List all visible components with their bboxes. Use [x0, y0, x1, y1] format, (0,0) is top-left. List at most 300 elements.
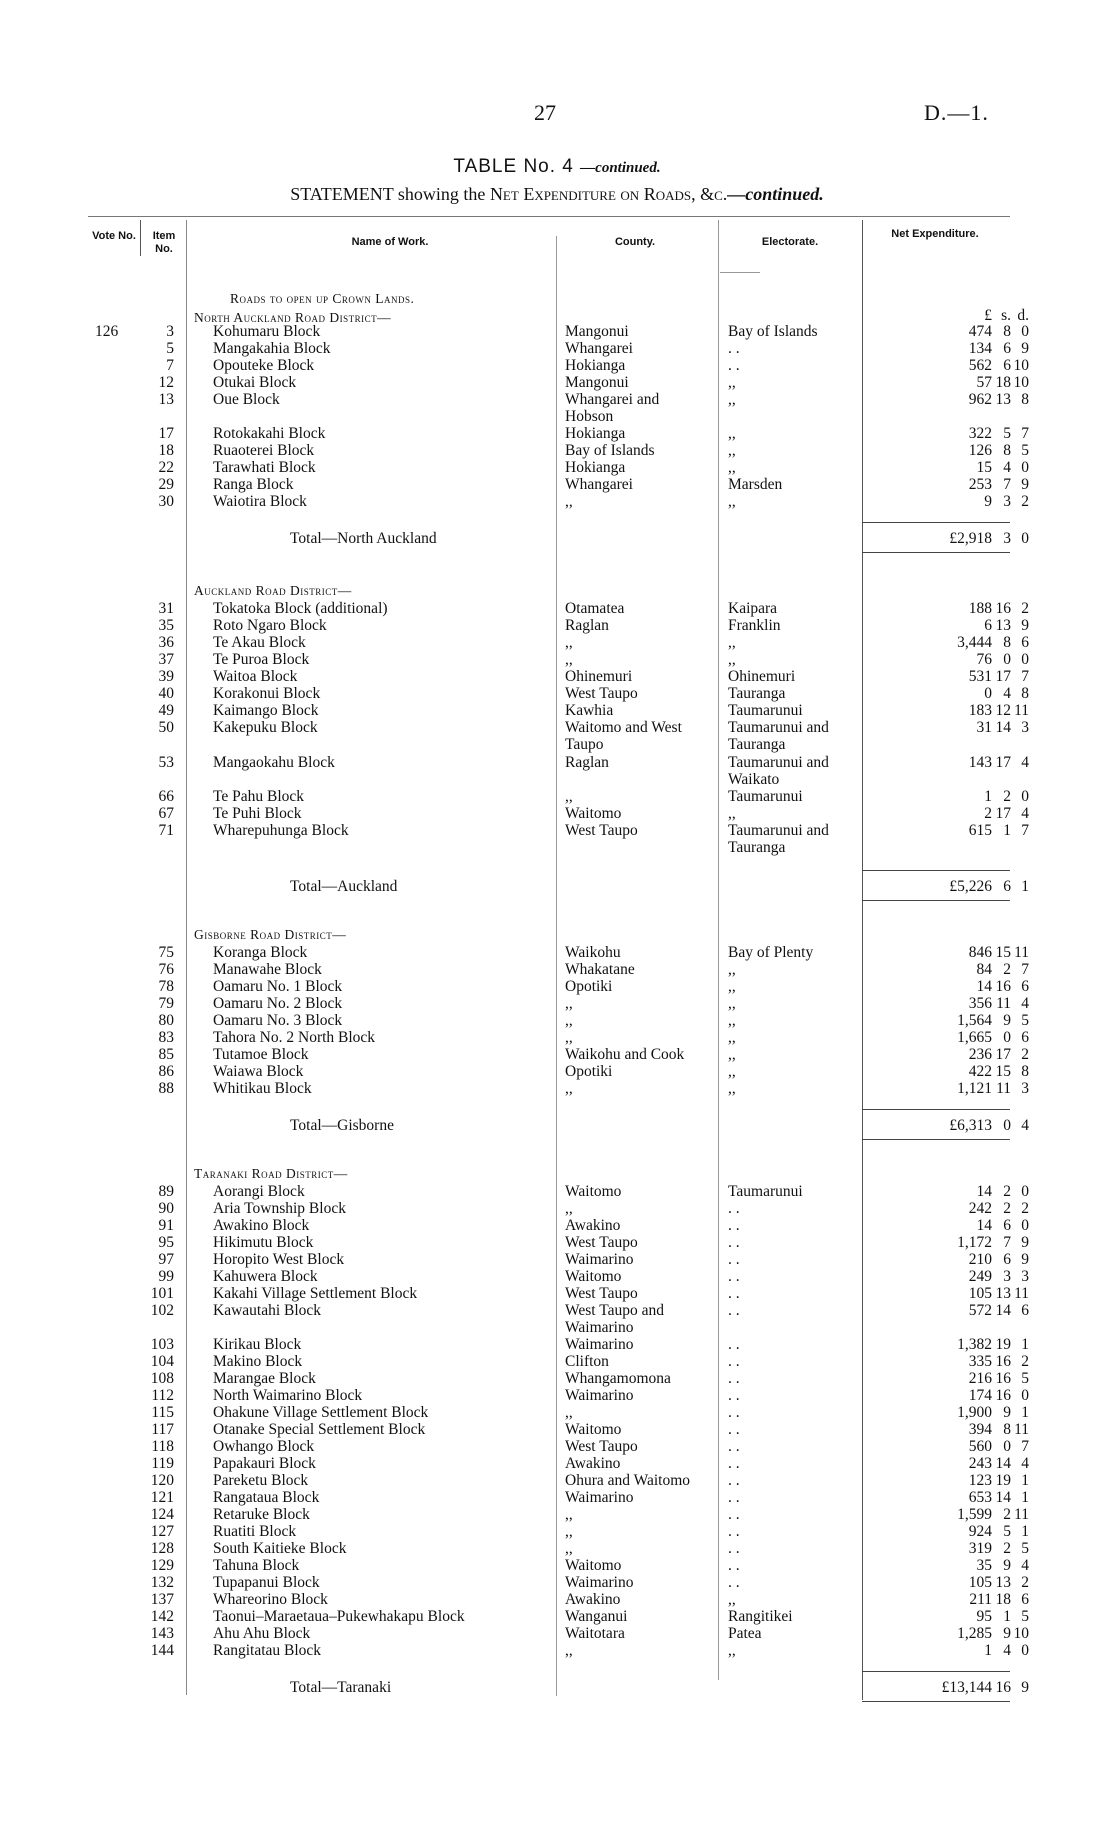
item-number: 67 — [158, 805, 174, 822]
amount-shillings: 1 — [1003, 822, 1011, 839]
total-rule — [862, 522, 1010, 523]
county: West Taupo — [565, 1234, 638, 1251]
item-number: 76 — [158, 961, 174, 978]
amount-pence: 6 — [1021, 634, 1029, 651]
amount-pounds: 1,900 — [957, 1404, 992, 1421]
work-name: Kakahi Village Settlement Block — [213, 1285, 418, 1302]
electorate-continuation: Waikato — [728, 771, 780, 788]
electorate: ,, — [728, 1642, 736, 1659]
amount-shillings: 9 — [1003, 1625, 1011, 1642]
total-rule-bottom — [862, 552, 1010, 553]
total-pence: 4 — [1021, 1117, 1029, 1134]
amount-shillings: 8 — [1003, 323, 1011, 340]
electorate: Taumarunui and — [728, 822, 829, 839]
item-number: 78 — [158, 978, 174, 995]
table-row — [0, 323, 1114, 340]
amount-pence: 0 — [1021, 788, 1029, 805]
total-rule — [862, 1671, 1010, 1672]
county: Opotiki — [565, 1063, 613, 1080]
amount-pence: 7 — [1021, 668, 1029, 685]
amount-pence: 10 — [1013, 374, 1029, 391]
work-name: Aorangi Block — [213, 1183, 305, 1200]
table-row — [0, 1625, 1114, 1642]
work-name: Kakepuku Block — [213, 719, 318, 736]
header-short-rule — [720, 272, 760, 273]
electorate: ,, — [728, 391, 736, 408]
electorate: Taumarunui — [728, 788, 803, 805]
work-name: Ruaoterei Block — [213, 442, 315, 459]
county: Whangarei — [565, 340, 633, 357]
table-row-continuation — [0, 736, 1114, 753]
table-row — [0, 668, 1114, 685]
amount-shillings: 16 — [995, 1370, 1011, 1387]
amount-pence: 8 — [1021, 685, 1029, 702]
table-row — [0, 1251, 1114, 1268]
table-row — [0, 1200, 1114, 1217]
amount-pence: 0 — [1021, 1217, 1029, 1234]
amount-pence: 0 — [1021, 459, 1029, 476]
electorate: . . — [728, 1387, 740, 1404]
item-number: 101 — [150, 1285, 174, 1302]
item-number: 50 — [158, 719, 174, 736]
work-name: Waitoa Block — [213, 668, 298, 685]
table-row — [0, 805, 1114, 822]
work-name: Ohakune Village Settlement Block — [213, 1404, 429, 1421]
amount-pence: 9 — [1021, 617, 1029, 634]
item-number: 7 — [166, 357, 174, 374]
electorate: ,, — [728, 1012, 736, 1029]
amount-pounds: 253 — [968, 476, 992, 493]
work-name: Rotokakahi Block — [213, 425, 326, 442]
county: ,, — [565, 788, 573, 805]
amount-pounds: 1,172 — [957, 1234, 992, 1251]
section-total-row — [0, 1679, 1114, 1696]
amount-pence: 11 — [1014, 1506, 1029, 1523]
item-number: 90 — [158, 1200, 174, 1217]
county: Whangarei and — [565, 391, 660, 408]
amount-pence: 0 — [1021, 1183, 1029, 1200]
amount-shillings: 19 — [995, 1472, 1011, 1489]
work-name: Otanake Special Settlement Block — [213, 1421, 426, 1438]
amount-pounds: 126 — [968, 442, 992, 459]
total-rule-bottom — [862, 1139, 1010, 1140]
amount-shillings: 2 — [1003, 1200, 1011, 1217]
electorate: ,, — [728, 1591, 736, 1608]
amount-pounds: 1,285 — [957, 1625, 992, 1642]
electorate: . . — [728, 1574, 740, 1591]
county: ,, — [565, 1404, 573, 1421]
work-name: Korakonui Block — [213, 685, 321, 702]
amount-shillings: 12 — [995, 702, 1011, 719]
amount-pence: 6 — [1021, 1591, 1029, 1608]
electorate: . . — [728, 1336, 740, 1353]
work-name: Kahuwera Block — [213, 1268, 318, 1285]
amount-pence: 5 — [1021, 1608, 1029, 1625]
county: ,, — [565, 493, 573, 510]
table-row — [0, 719, 1114, 736]
item-number: 143 — [150, 1625, 174, 1642]
electorate: Taumarunui — [728, 702, 803, 719]
work-name: Te Akau Block — [213, 634, 306, 651]
county: ,, — [565, 1642, 573, 1659]
county: Hokianga — [565, 425, 626, 442]
table-row — [0, 340, 1114, 357]
work-name: Whareorino Block — [213, 1591, 328, 1608]
road-district-heading: Gisborne Road District— — [194, 927, 347, 942]
county: Raglan — [565, 754, 609, 771]
work-name: Makino Block — [213, 1353, 303, 1370]
total-shillings: 0 — [1003, 1117, 1011, 1134]
amount-pounds: 84 — [976, 961, 992, 978]
item-number: 39 — [158, 668, 174, 685]
table-row — [0, 1063, 1114, 1080]
electorate: Bay of Plenty — [728, 944, 814, 961]
amount-pounds: 242 — [968, 1200, 992, 1217]
work-name: Tarawhati Block — [213, 459, 316, 476]
electorate: ,, — [728, 995, 736, 1012]
county: Hokianga — [565, 459, 626, 476]
amount-shillings: 17 — [995, 805, 1011, 822]
electorate: Taumarunui — [728, 1183, 803, 1200]
amount-pounds: 531 — [968, 668, 992, 685]
amount-shillings: 17 — [995, 668, 1011, 685]
amount-pounds: 653 — [968, 1489, 992, 1506]
table-row — [0, 961, 1114, 978]
table-row — [0, 476, 1114, 493]
amount-shillings: 16 — [995, 1353, 1011, 1370]
item-number: 30 — [158, 493, 174, 510]
county: Hokianga — [565, 357, 626, 374]
electorate: ,, — [728, 1080, 736, 1097]
amount-pounds: 1,599 — [957, 1506, 992, 1523]
amount-pounds: 14 — [976, 978, 992, 995]
table-row — [0, 1353, 1114, 1370]
amount-shillings: 0 — [1003, 1438, 1011, 1455]
amount-pence: 3 — [1021, 719, 1029, 736]
table-row — [0, 1370, 1114, 1387]
table-row — [0, 788, 1114, 805]
county: Waimarino — [565, 1489, 634, 1506]
document-reference: D.—1. — [924, 100, 989, 125]
amount-shillings: 6 — [1003, 1251, 1011, 1268]
item-number: 88 — [158, 1080, 174, 1097]
item-number: 91 — [158, 1217, 174, 1234]
amount-pounds: 183 — [968, 702, 992, 719]
work-name: South Kaitieke Block — [213, 1540, 347, 1557]
item-number: 18 — [158, 442, 174, 459]
header-name: Name of Work. — [351, 236, 429, 248]
amount-shillings: 6 — [1003, 1217, 1011, 1234]
work-name: Tahora No. 2 North Block — [213, 1029, 376, 1046]
electorate: . . — [728, 1506, 740, 1523]
amount-shillings: 13 — [995, 617, 1011, 634]
amount-shillings: 4 — [1003, 685, 1011, 702]
amount-pounds: 1 — [984, 1642, 992, 1659]
amount-pence: 11 — [1014, 702, 1029, 719]
amount-pence: 6 — [1021, 1029, 1029, 1046]
item-number: 144 — [150, 1642, 174, 1659]
amount-pounds: 1,564 — [957, 1012, 992, 1029]
county: ,, — [565, 1029, 573, 1046]
amount-pence: 11 — [1014, 1421, 1029, 1438]
amount-shillings: 17 — [995, 754, 1011, 771]
electorate: . . — [728, 1285, 740, 1302]
table-row-continuation — [0, 771, 1114, 788]
amount-shillings: 6 — [1003, 357, 1011, 374]
table-row — [0, 822, 1114, 839]
item-number: 104 — [150, 1353, 174, 1370]
amount-shillings: 13 — [995, 391, 1011, 408]
amount-shillings: 3 — [1003, 1268, 1011, 1285]
amount-pounds: 394 — [968, 1421, 992, 1438]
amount-pounds: 319 — [968, 1540, 992, 1557]
total-pounds: £6,313 — [949, 1117, 992, 1134]
amount-pence: 1 — [1021, 1404, 1029, 1421]
county: Awakino — [565, 1455, 621, 1472]
electorate: Marsden — [728, 476, 783, 493]
county: Opotiki — [565, 978, 613, 995]
county: Waimarino — [565, 1251, 634, 1268]
item-number: 13 — [158, 391, 174, 408]
amount-shillings: 9 — [1003, 1012, 1011, 1029]
item-number: 121 — [150, 1489, 174, 1506]
item-number: 118 — [151, 1438, 174, 1455]
amount-pence: 10 — [1013, 1625, 1029, 1642]
amount-shillings: 5 — [1003, 425, 1011, 442]
amount-pence: 9 — [1021, 1251, 1029, 1268]
table-row-continuation — [0, 839, 1114, 856]
item-number: 99 — [158, 1268, 174, 1285]
total-rule-bottom — [862, 900, 1010, 901]
electorate: Bay of Islands — [728, 323, 818, 340]
county: West Taupo — [565, 1438, 638, 1455]
table-row — [0, 1285, 1114, 1302]
amount-pence: 0 — [1021, 1387, 1029, 1404]
county: Waitomo — [565, 1183, 622, 1200]
electorate: ,, — [728, 1029, 736, 1046]
county-continuation: Waimarino — [565, 1319, 634, 1336]
header-county: County. — [614, 236, 656, 248]
work-name: Retaruke Block — [213, 1506, 310, 1523]
section-total-row — [0, 878, 1114, 895]
header-electorate: Electorate. — [761, 236, 819, 248]
electorate: Kaipara — [728, 600, 778, 617]
work-name: Tokatoka Block (additional) — [213, 600, 388, 617]
county: ,, — [565, 1506, 573, 1523]
table-row — [0, 1046, 1114, 1063]
table-row — [0, 1591, 1114, 1608]
item-number: 22 — [158, 459, 174, 476]
work-name: Papakauri Block — [213, 1455, 316, 1472]
item-number: 142 — [150, 1608, 174, 1625]
table-row — [0, 995, 1114, 1012]
electorate: . . — [728, 1438, 740, 1455]
work-name: Tahuna Block — [213, 1557, 300, 1574]
table-row — [0, 1472, 1114, 1489]
item-number: 31 — [158, 600, 174, 617]
electorate: . . — [728, 1268, 740, 1285]
table-row — [0, 1455, 1114, 1472]
electorate: . . — [728, 1557, 740, 1574]
county: ,, — [565, 1080, 573, 1097]
amount-pounds: 243 — [968, 1455, 992, 1472]
amount-pounds: 962 — [968, 391, 992, 408]
electorate: . . — [728, 1489, 740, 1506]
item-number: 79 — [158, 995, 174, 1012]
table-row — [0, 600, 1114, 617]
county: Awakino — [565, 1217, 621, 1234]
amount-shillings: 8 — [1003, 634, 1011, 651]
table-row — [0, 1421, 1114, 1438]
county-continuation: Hobson — [565, 408, 614, 425]
electorate: . . — [728, 1370, 740, 1387]
amount-pounds: 1,665 — [957, 1029, 992, 1046]
amount-pounds: 35 — [976, 1557, 992, 1574]
amount-pounds: 143 — [968, 754, 992, 771]
electorate: . . — [728, 1455, 740, 1472]
amount-shillings: 2 — [1003, 1540, 1011, 1557]
county: Waitomo — [565, 1557, 622, 1574]
amount-pounds: 572 — [968, 1302, 992, 1319]
county: West Taupo and — [565, 1302, 664, 1319]
work-name: North Waimarino Block — [213, 1387, 363, 1404]
amount-pounds: 0 — [984, 685, 992, 702]
county-continuation: Taupo — [565, 736, 604, 753]
table-continued: —continued. — [580, 160, 661, 176]
table-row — [0, 493, 1114, 510]
item-number: 17 — [158, 425, 174, 442]
amount-pounds: 560 — [968, 1438, 992, 1455]
table-row — [0, 702, 1114, 719]
amount-pence: 2 — [1021, 1200, 1029, 1217]
amount-pounds: 14 — [976, 1217, 992, 1234]
amount-pence: 4 — [1021, 1557, 1029, 1574]
county: Clifton — [565, 1353, 609, 1370]
county: Otamatea — [565, 600, 625, 617]
amount-pence: 7 — [1021, 961, 1029, 978]
electorate: Taumarunui and — [728, 754, 829, 771]
item-number: 119 — [151, 1455, 174, 1472]
item-number: 49 — [158, 702, 174, 719]
amount-pence: 2 — [1021, 493, 1029, 510]
county: ,, — [565, 1523, 573, 1540]
amount-pounds: 105 — [968, 1285, 992, 1302]
statement-tail: —continued. — [727, 184, 824, 204]
amount-pence: 9 — [1021, 476, 1029, 493]
table-row — [0, 1268, 1114, 1285]
electorate: . . — [728, 1217, 740, 1234]
currency-shillings: s. — [1001, 307, 1011, 324]
amount-pence: 1 — [1021, 1489, 1029, 1506]
item-number: 53 — [158, 754, 174, 771]
amount-pounds: 123 — [968, 1472, 992, 1489]
item-number: 3 — [166, 323, 174, 340]
section-total-label: Total—Taranaki — [290, 1679, 392, 1696]
county: Waitomo — [565, 1421, 622, 1438]
amount-pounds: 134 — [968, 340, 992, 357]
amount-shillings: 14 — [995, 1455, 1011, 1472]
work-name: Rangitatau Block — [213, 1642, 322, 1659]
electorate: ,, — [728, 493, 736, 510]
section-total-row — [0, 1117, 1114, 1134]
item-number: 120 — [150, 1472, 174, 1489]
amount-pence: 3 — [1021, 1080, 1029, 1097]
total-rule-bottom — [862, 1701, 1010, 1702]
work-name: Wharepuhunga Block — [213, 822, 349, 839]
table-row — [0, 1523, 1114, 1540]
electorate: . . — [728, 357, 740, 374]
item-number: 66 — [158, 788, 174, 805]
item-number: 117 — [151, 1421, 174, 1438]
work-name: Oamaru No. 1 Block — [213, 978, 343, 995]
amount-pounds: 14 — [976, 1183, 992, 1200]
amount-shillings: 11 — [996, 995, 1011, 1012]
section-total-row — [0, 530, 1114, 547]
county: Raglan — [565, 617, 609, 634]
work-name: Tupapanui Block — [213, 1574, 320, 1591]
county: Awakino — [565, 1591, 621, 1608]
electorate-continuation: Tauranga — [728, 839, 786, 856]
amount-shillings: 18 — [995, 1591, 1011, 1608]
county: West Taupo — [565, 822, 638, 839]
amount-pounds: 6 — [984, 617, 992, 634]
amount-pounds: 57 — [976, 374, 992, 391]
amount-pounds: 846 — [968, 944, 992, 961]
vote-number: 126 — [95, 323, 119, 340]
amount-shillings: 14 — [995, 1302, 1011, 1319]
amount-pounds: 924 — [968, 1523, 992, 1540]
amount-shillings: 2 — [1003, 961, 1011, 978]
electorate: ,, — [728, 442, 736, 459]
county: Waitomo — [565, 805, 622, 822]
table-row — [0, 425, 1114, 442]
amount-pounds: 562 — [968, 357, 992, 374]
item-number: 102 — [150, 1302, 174, 1319]
table-row — [0, 442, 1114, 459]
amount-pounds: 174 — [968, 1387, 992, 1404]
item-number: 112 — [151, 1387, 174, 1404]
county: Whangarei — [565, 476, 633, 493]
work-name: Oamaru No. 3 Block — [213, 1012, 343, 1029]
table-row — [0, 459, 1114, 476]
work-name: Mangaokahu Block — [213, 754, 335, 771]
amount-pence: 2 — [1021, 600, 1029, 617]
electorate: ,, — [728, 374, 736, 391]
county: Waimarino — [565, 1574, 634, 1591]
table-row — [0, 391, 1114, 408]
work-name: Manawahe Block — [213, 961, 322, 978]
electorate: . . — [728, 1421, 740, 1438]
road-district-heading: Taranaki Road District— — [194, 1166, 348, 1181]
county: Wanganui — [565, 1608, 628, 1625]
work-name: Kawautahi Block — [213, 1302, 322, 1319]
section-heading-crown-lands: Roads to open up Crown Lands. — [230, 291, 415, 306]
electorate: Tauranga — [728, 685, 786, 702]
item-number: 85 — [158, 1046, 174, 1063]
county: Whangamomona — [565, 1370, 671, 1387]
table-row — [0, 1012, 1114, 1029]
amount-pounds: 3,444 — [957, 634, 992, 651]
county: Bay of Islands — [565, 442, 655, 459]
electorate: . . — [728, 1251, 740, 1268]
amount-pounds: 105 — [968, 1574, 992, 1591]
item-number: 80 — [158, 1012, 174, 1029]
total-pence: 1 — [1021, 878, 1029, 895]
amount-pence: 6 — [1021, 1302, 1029, 1319]
electorate: ,, — [728, 425, 736, 442]
amount-shillings: 3 — [1003, 493, 1011, 510]
amount-pounds: 615 — [968, 822, 992, 839]
